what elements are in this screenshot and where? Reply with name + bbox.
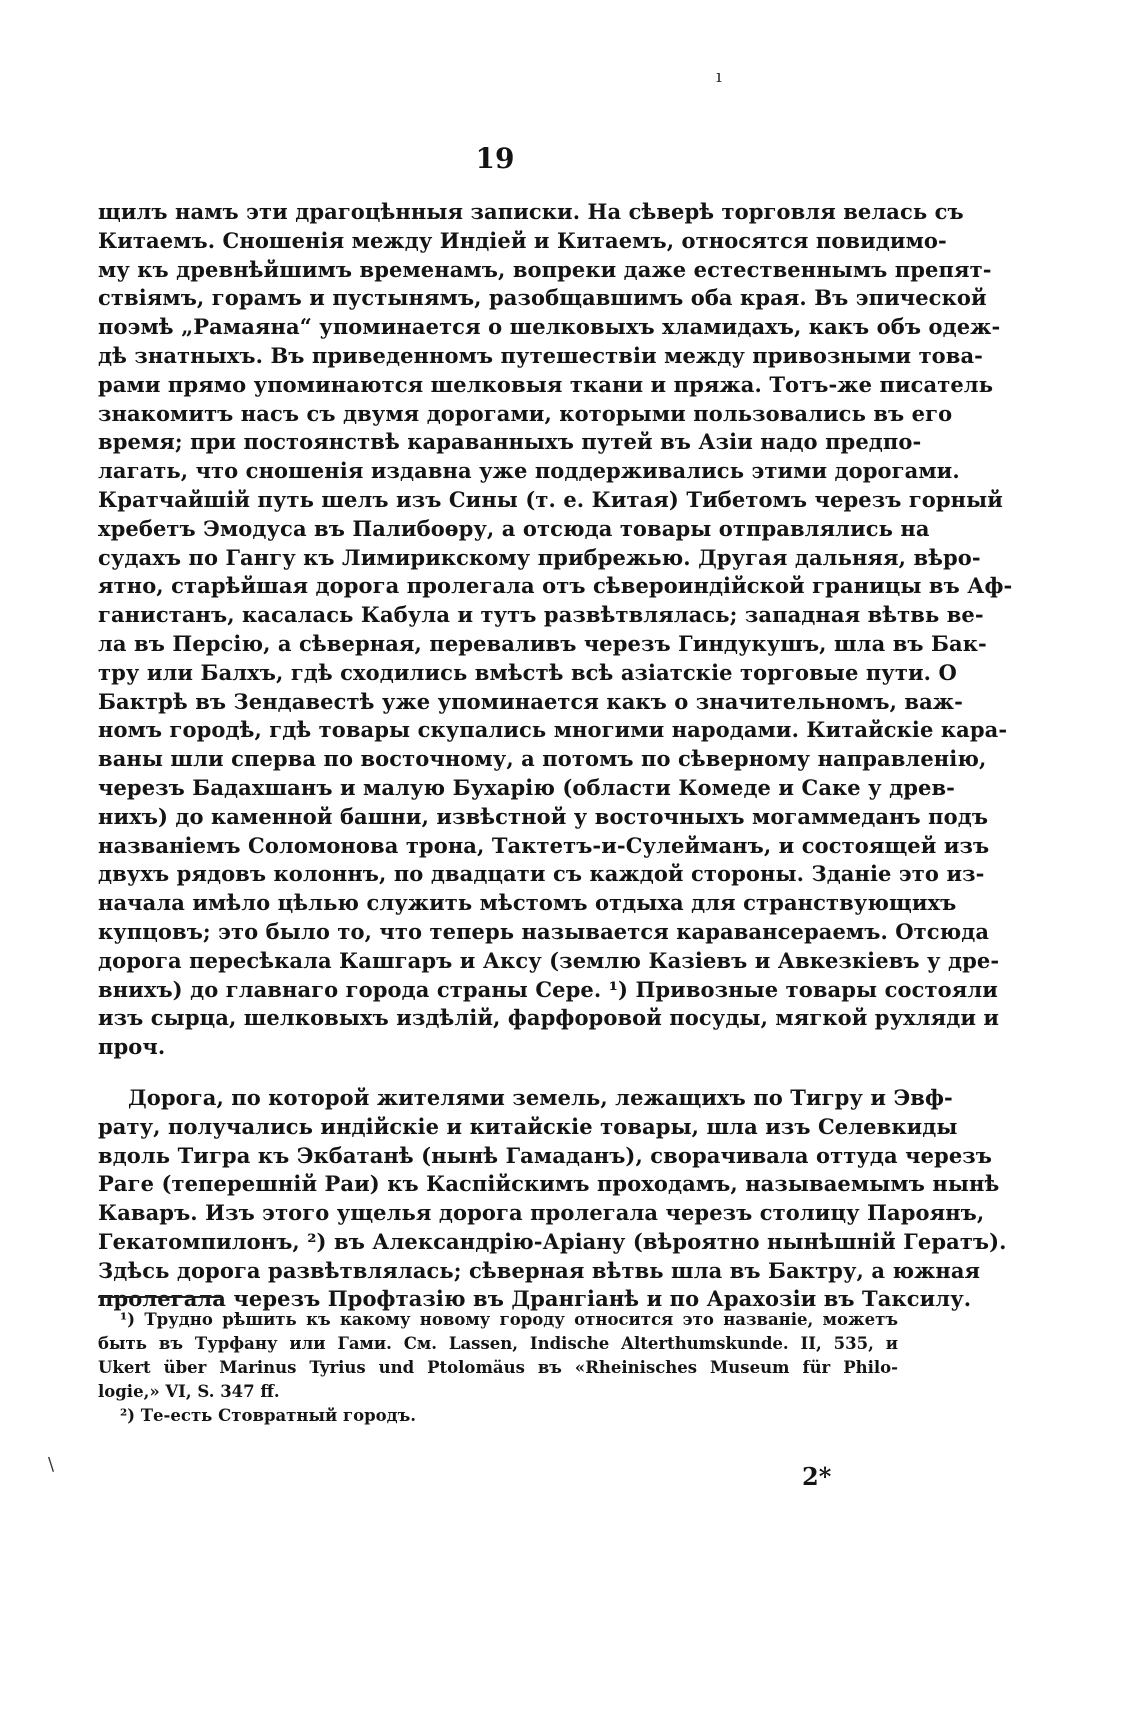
text-line: знакомитъ насъ съ двумя дорогами, которыми пользовались въ его: [98, 400, 953, 426]
paragraph-gap: [98, 1062, 898, 1084]
text-line: Китаемъ. Сношенія между Индіей и Китаемъ, относятся повидимо-: [98, 227, 947, 253]
printer-signature-mark: 2*: [802, 1462, 832, 1491]
text-line: черезъ Бадахшанъ и малую Бухарію (области Комеде и Саке у древ-: [98, 774, 955, 800]
text-line: лагать, что сношенія издавна уже поддерживались этими дорогами.: [98, 458, 960, 484]
text-line: названіемъ Соломонова трона, Тактетъ-и-Сулейманъ, и состоящей изъ: [98, 832, 990, 858]
body-text: [98, 198, 1013, 1314]
footnote-line: ²) Те-есть Стовратный городъ.: [120, 1406, 417, 1425]
text-line: изъ сырца, шелковыхъ издѣлій, фарфоровой посуды, мягкой рухляди и: [98, 1005, 1000, 1031]
text-line: Каваръ. Изъ этого ущелья дорога пролегала черезъ столицу Пароянъ,: [98, 1200, 985, 1226]
text-line: рату, получались индійскіе и китайскіе товары, шла изъ Селевкиды: [98, 1113, 958, 1139]
text-line: Бактрѣ въ Зендавестѣ уже упоминается какъ о значительномъ, важ-: [98, 688, 963, 714]
text-line: начала имѣло цѣлью служить мѣстомъ отдыха для странствующихъ: [98, 890, 957, 916]
footnotes: [98, 1308, 898, 1428]
page-number: 19: [475, 142, 515, 175]
text-line: щилъ намъ эти драгоцѣнныя записки. На сѣверѣ торговля велась съ: [98, 199, 964, 224]
footnote-rule: [98, 1296, 222, 1298]
paragraph-1: [98, 198, 1013, 1062]
text-line: поэмѣ „Рамаяна“ упоминается о шелковыхъ хламидахъ, какъ объ одеж-: [98, 314, 1001, 340]
text-line: проч.: [98, 1034, 166, 1060]
text-line: ганистанъ, касалась Кабула и тутъ развѣтвлялась; западная вѣтвь ве-: [98, 602, 984, 628]
footnote-2: [98, 1404, 898, 1428]
text-line: Кратчайшій путь шелъ изъ Сины (т. е. Китая) Тибетомъ черезъ горный: [98, 486, 1003, 512]
footnote-1: [98, 1308, 898, 1404]
text-line: купцовъ; это было то, что теперь называется каравансераемъ. Отсюда: [98, 918, 990, 944]
text-line: Дорога, по которой жителями земель, лежащихъ по Тигру и Эвф-: [128, 1084, 953, 1110]
text-line: тру или Балхъ, гдѣ сходились вмѣстѣ всѣ азіатскіе торговые пути. О: [98, 659, 957, 685]
footnote-line: ¹) Трудно рѣшить къ какому новому городу относится это названіе, можетъ: [120, 1310, 898, 1329]
text-line: время; при постоянствѣ караванныхъ путей въ Азіи надо предпо-: [98, 429, 922, 455]
text-line: вдоль Тигра къ Экбатанѣ (нынѣ Гамаданъ), сворачивала оттуда черезъ: [98, 1142, 992, 1168]
footnote-line: быть въ Турфану или Гами. См. Lassen, Indische Alterthumskunde. II, 535, и: [98, 1334, 898, 1353]
text-line: дорога пересѣкала Кашгаръ и Аксу (землю Казіевъ и Авкезкіевъ у дре-: [98, 947, 1000, 973]
text-line: пролегала черезъ Профтазію въ Дрангіанѣ и по Арахозіи въ Таксилу.: [98, 1286, 972, 1312]
text-line: Здѣсь дорога развѣтвлялась; сѣверная вѣтвь шла въ Бактру, а южная: [98, 1257, 981, 1283]
text-line: двухъ рядовъ колоннъ, по двадцати съ каждой стороны. Зданіе это из-: [98, 861, 985, 887]
text-line: ствіямъ, горамъ и пустынямъ, разобщавшимъ оба края. Въ эпической: [98, 285, 987, 311]
text-line: номъ городѣ, гдѣ товары скупались многими народами. Китайскіе кара-: [98, 717, 1008, 743]
text-line: рами прямо упоминаются шелковыя ткани и пряжа. Тотъ-же писатель: [98, 371, 994, 397]
text-line: Гекатомпилонъ, ²) въ Александрію-Аріану (вѣроятно нынѣшній Гератъ).: [98, 1228, 1007, 1254]
scan-mark-left: \: [48, 1454, 55, 1475]
text-line: внихъ) до главнаго города страны Сере. ¹) Привозные товары состояли: [98, 976, 998, 1002]
text-line: судахъ по Гангу къ Лимирикскому прибрежью. Другая дальняя, вѣро-: [98, 544, 981, 570]
text-line: ятно, старѣйшая дорога пролегала отъ сѣвероиндійской границы въ Аф-: [98, 573, 1013, 599]
footnote-line: logie,» VI, S. 347 ff.: [98, 1382, 280, 1401]
text-line: ваны шли сперва по восточному, а потомъ по сѣверному направленію,: [98, 746, 987, 772]
scan-mark-top: ı: [716, 66, 722, 87]
text-line: нихъ) до каменной башни, извѣстной у восточныхъ могаммеданъ подъ: [98, 803, 989, 829]
paragraph-2: [98, 1084, 1007, 1314]
text-line: хребетъ Эмодуса въ Палибоѳру, а отсюда товары отправлялись на: [98, 515, 930, 541]
text-line: Раге (теперешній Раи) къ Каспійскимъ проходамъ, называемымъ нынѣ: [98, 1171, 1000, 1197]
text-line: му къ древнѣйшимъ временамъ, вопреки даже естественнымъ препят-: [98, 256, 992, 282]
footnote-line: Ukert über Marinus Tyrius und Ptolomäus въ «Rheinisches Museum für Philo-: [98, 1358, 898, 1377]
text-line: дѣ знатныхъ. Въ приведенномъ путешествіи между привозными това-: [98, 342, 983, 368]
text-line: ла въ Персію, а сѣверная, переваливъ черезъ Гиндукушъ, шла въ Бак-: [98, 630, 987, 656]
